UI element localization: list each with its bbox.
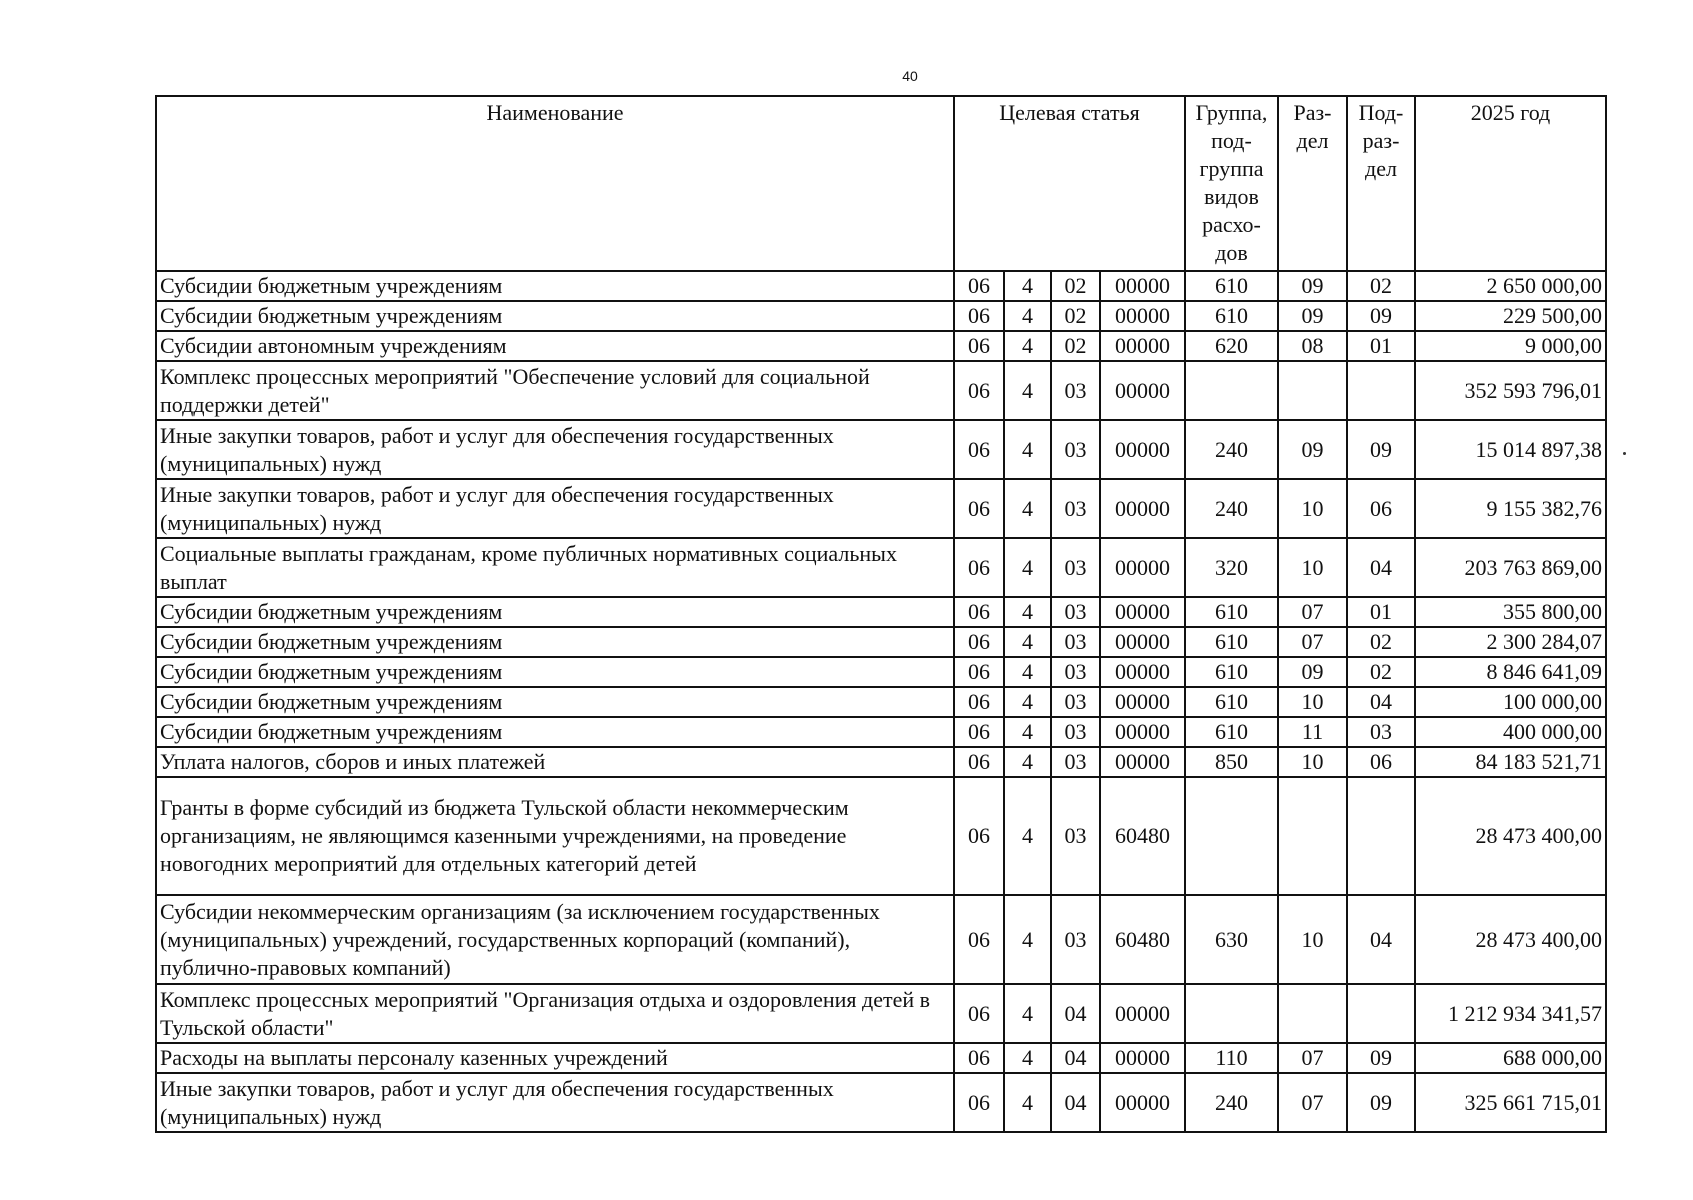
section-cell: 09	[1278, 420, 1347, 479]
target-code-type-cell: 4	[1004, 687, 1051, 717]
target-code-type-cell: 4	[1004, 627, 1051, 657]
target-code-complex-cell: 04	[1051, 984, 1100, 1043]
table-row	[156, 597, 1606, 627]
subsection-cell: 06	[1347, 747, 1415, 777]
table-row	[156, 538, 1606, 597]
target-code-program-cell: 06	[954, 479, 1004, 538]
target-code-program-cell: 06	[954, 331, 1004, 361]
target-code-program-cell: 06	[954, 747, 1004, 777]
table-row	[156, 331, 1606, 361]
target-code-complex-cell: 02	[1051, 331, 1100, 361]
target-code-direction-cell: 00000	[1100, 1043, 1185, 1073]
expense-group-cell	[1185, 361, 1278, 420]
expense-group-cell: 610	[1185, 657, 1278, 687]
section-cell: 07	[1278, 627, 1347, 657]
target-code-type-cell: 4	[1004, 984, 1051, 1043]
expense-group-cell: 240	[1185, 1073, 1278, 1132]
table-row	[156, 717, 1606, 747]
row-name-cell: Субсидии некоммерческим организациям (за исключением государственных (муниципальных) учреждений, государственных корпораций (компаний), публично-правовых компаний)	[156, 895, 954, 984]
target-code-type-cell: 4	[1004, 717, 1051, 747]
section-cell: 09	[1278, 657, 1347, 687]
row-name-cell: Субсидии бюджетным учреждениям	[156, 301, 954, 331]
target-code-complex-cell: 03	[1051, 420, 1100, 479]
header-name: Наименование	[156, 96, 954, 271]
target-code-complex-cell: 02	[1051, 271, 1100, 301]
row-name-cell: Расходы на выплаты персоналу казенных учреждений	[156, 1043, 954, 1073]
subsection-cell: 02	[1347, 657, 1415, 687]
amount-2025-cell: 1 212 934 341,57	[1415, 984, 1606, 1043]
stray-mark	[1623, 452, 1626, 455]
expense-group-cell: 610	[1185, 717, 1278, 747]
target-code-direction-cell: 00000	[1100, 747, 1185, 777]
target-code-program-cell: 06	[954, 895, 1004, 984]
table-body	[156, 271, 1606, 1132]
subsection-cell	[1347, 984, 1415, 1043]
subsection-cell: 09	[1347, 1073, 1415, 1132]
target-code-complex-cell: 03	[1051, 538, 1100, 597]
subsection-cell	[1347, 361, 1415, 420]
row-name-cell: Иные закупки товаров, работ и услуг для обеспечения государственных (муниципальных) нужд	[156, 1073, 954, 1132]
target-code-complex-cell: 04	[1051, 1073, 1100, 1132]
expense-group-cell: 620	[1185, 331, 1278, 361]
section-cell: 07	[1278, 1073, 1347, 1132]
target-code-complex-cell: 03	[1051, 717, 1100, 747]
header-expense-group: Группа, под- группа видов расхо- дов	[1185, 96, 1278, 271]
subsection-cell: 02	[1347, 627, 1415, 657]
table-row	[156, 627, 1606, 657]
amount-2025-cell: 400 000,00	[1415, 717, 1606, 747]
target-code-complex-cell: 03	[1051, 895, 1100, 984]
target-code-direction-cell: 00000	[1100, 361, 1185, 420]
target-code-program-cell: 06	[954, 984, 1004, 1043]
row-name-cell: Социальные выплаты гражданам, кроме публичных нормативных социальных выплат	[156, 538, 954, 597]
target-code-complex-cell: 02	[1051, 301, 1100, 331]
table-row	[156, 361, 1606, 420]
table-row	[156, 984, 1606, 1043]
target-code-direction-cell: 00000	[1100, 538, 1185, 597]
target-code-type-cell: 4	[1004, 361, 1051, 420]
target-code-program-cell: 06	[954, 301, 1004, 331]
target-code-direction-cell: 00000	[1100, 271, 1185, 301]
target-code-complex-cell: 03	[1051, 657, 1100, 687]
row-name-cell: Иные закупки товаров, работ и услуг для обеспечения государственных (муниципальных) нужд	[156, 420, 954, 479]
subsection-cell: 03	[1347, 717, 1415, 747]
row-name-cell: Субсидии бюджетным учреждениям	[156, 717, 954, 747]
row-name-cell: Гранты в форме субсидий из бюджета Тульской области некоммерческим организациям, не являющимся казенными учреждениями, на проведение новогодних мероприятий для отдельных категорий детей	[156, 777, 954, 895]
expense-group-cell: 610	[1185, 687, 1278, 717]
section-cell: 09	[1278, 301, 1347, 331]
amount-2025-cell: 9 155 382,76	[1415, 479, 1606, 538]
amount-2025-cell: 28 473 400,00	[1415, 777, 1606, 895]
table-row	[156, 687, 1606, 717]
target-code-direction-cell: 00000	[1100, 657, 1185, 687]
section-cell: 10	[1278, 538, 1347, 597]
target-code-direction-cell: 00000	[1100, 331, 1185, 361]
row-name-cell: Субсидии бюджетным учреждениям	[156, 627, 954, 657]
target-code-direction-cell: 00000	[1100, 420, 1185, 479]
subsection-cell: 09	[1347, 420, 1415, 479]
amount-2025-cell: 688 000,00	[1415, 1043, 1606, 1073]
target-code-direction-cell: 00000	[1100, 479, 1185, 538]
target-code-direction-cell: 00000	[1100, 597, 1185, 627]
expense-group-cell: 240	[1185, 479, 1278, 538]
target-code-complex-cell: 03	[1051, 777, 1100, 895]
target-code-type-cell: 4	[1004, 747, 1051, 777]
target-code-complex-cell: 03	[1051, 361, 1100, 420]
amount-2025-cell: 2 650 000,00	[1415, 271, 1606, 301]
amount-2025-cell: 9 000,00	[1415, 331, 1606, 361]
row-name-cell: Комплекс процессных мероприятий "Организация отдыха и оздоровления детей в Тульской области"	[156, 984, 954, 1043]
target-code-program-cell: 06	[954, 1073, 1004, 1132]
expense-group-cell: 110	[1185, 1043, 1278, 1073]
target-code-type-cell: 4	[1004, 777, 1051, 895]
target-code-complex-cell: 03	[1051, 747, 1100, 777]
subsection-cell: 01	[1347, 331, 1415, 361]
table-row	[156, 777, 1606, 895]
amount-2025-cell: 352 593 796,01	[1415, 361, 1606, 420]
subsection-cell: 04	[1347, 687, 1415, 717]
header-row	[156, 96, 1606, 271]
subsection-cell: 04	[1347, 895, 1415, 984]
table-row	[156, 657, 1606, 687]
row-name-cell: Субсидии автономным учреждениям	[156, 331, 954, 361]
target-code-program-cell: 06	[954, 1043, 1004, 1073]
section-cell: 11	[1278, 717, 1347, 747]
subsection-cell: 09	[1347, 1043, 1415, 1073]
target-code-direction-cell: 00000	[1100, 1073, 1185, 1132]
target-code-direction-cell: 00000	[1100, 687, 1185, 717]
table-row	[156, 1043, 1606, 1073]
target-code-type-cell: 4	[1004, 657, 1051, 687]
amount-2025-cell: 15 014 897,38	[1415, 420, 1606, 479]
target-code-complex-cell: 03	[1051, 687, 1100, 717]
target-code-type-cell: 4	[1004, 271, 1051, 301]
table-row	[156, 420, 1606, 479]
target-code-program-cell: 06	[954, 627, 1004, 657]
target-code-direction-cell: 60480	[1100, 895, 1185, 984]
row-name-cell: Комплекс процессных мероприятий "Обеспечение условий для социальной поддержки детей"	[156, 361, 954, 420]
target-code-type-cell: 4	[1004, 597, 1051, 627]
target-code-type-cell: 4	[1004, 479, 1051, 538]
expense-group-cell: 610	[1185, 597, 1278, 627]
target-code-type-cell: 4	[1004, 301, 1051, 331]
table-row	[156, 479, 1606, 538]
target-code-direction-cell: 00000	[1100, 301, 1185, 331]
table-row	[156, 271, 1606, 301]
amount-2025-cell: 84 183 521,71	[1415, 747, 1606, 777]
amount-2025-cell: 229 500,00	[1415, 301, 1606, 331]
row-name-cell: Субсидии бюджетным учреждениям	[156, 687, 954, 717]
expense-group-cell: 610	[1185, 627, 1278, 657]
table-row	[156, 747, 1606, 777]
target-code-type-cell: 4	[1004, 538, 1051, 597]
target-code-program-cell: 06	[954, 538, 1004, 597]
subsection-cell: 01	[1347, 597, 1415, 627]
target-code-direction-cell: 00000	[1100, 717, 1185, 747]
expense-group-cell: 610	[1185, 301, 1278, 331]
target-code-program-cell: 06	[954, 420, 1004, 479]
section-cell: 09	[1278, 271, 1347, 301]
amount-2025-cell: 203 763 869,00	[1415, 538, 1606, 597]
section-cell	[1278, 361, 1347, 420]
subsection-cell: 06	[1347, 479, 1415, 538]
target-code-type-cell: 4	[1004, 895, 1051, 984]
section-cell: 07	[1278, 1043, 1347, 1073]
target-code-program-cell: 06	[954, 597, 1004, 627]
header-subsection: Под- раз- дел	[1347, 96, 1415, 271]
target-code-type-cell: 4	[1004, 1073, 1051, 1132]
expense-group-cell	[1185, 777, 1278, 895]
subsection-cell: 09	[1347, 301, 1415, 331]
expense-group-cell: 240	[1185, 420, 1278, 479]
target-code-complex-cell: 04	[1051, 1043, 1100, 1073]
amount-2025-cell: 355 800,00	[1415, 597, 1606, 627]
subsection-cell: 04	[1347, 538, 1415, 597]
target-code-type-cell: 4	[1004, 420, 1051, 479]
subsection-cell	[1347, 777, 1415, 895]
expense-group-cell: 610	[1185, 271, 1278, 301]
target-code-direction-cell: 00000	[1100, 627, 1185, 657]
target-code-program-cell: 06	[954, 271, 1004, 301]
amount-2025-cell: 100 000,00	[1415, 687, 1606, 717]
budget-table	[155, 95, 1607, 1133]
subsection-cell: 02	[1347, 271, 1415, 301]
target-code-program-cell: 06	[954, 687, 1004, 717]
section-cell: 10	[1278, 747, 1347, 777]
target-code-complex-cell: 03	[1051, 479, 1100, 538]
table-row	[156, 895, 1606, 984]
table-row	[156, 1073, 1606, 1132]
row-name-cell: Субсидии бюджетным учреждениям	[156, 271, 954, 301]
target-code-type-cell: 4	[1004, 1043, 1051, 1073]
section-cell	[1278, 984, 1347, 1043]
section-cell: 08	[1278, 331, 1347, 361]
section-cell: 10	[1278, 479, 1347, 538]
section-cell: 10	[1278, 687, 1347, 717]
target-code-program-cell: 06	[954, 361, 1004, 420]
target-code-complex-cell: 03	[1051, 627, 1100, 657]
page-number: 40	[902, 68, 918, 84]
header-year: 2025 год	[1415, 96, 1606, 271]
header-section: Раз- дел	[1278, 96, 1347, 271]
section-cell: 07	[1278, 597, 1347, 627]
row-name-cell: Субсидии бюджетным учреждениям	[156, 657, 954, 687]
target-code-program-cell: 06	[954, 657, 1004, 687]
row-name-cell: Уплата налогов, сборов и иных платежей	[156, 747, 954, 777]
expense-group-cell: 850	[1185, 747, 1278, 777]
section-cell	[1278, 777, 1347, 895]
amount-2025-cell: 8 846 641,09	[1415, 657, 1606, 687]
header-target-article: Целевая статья	[954, 96, 1185, 271]
section-cell: 10	[1278, 895, 1347, 984]
target-code-direction-cell: 60480	[1100, 777, 1185, 895]
amount-2025-cell: 325 661 715,01	[1415, 1073, 1606, 1132]
expense-group-cell: 630	[1185, 895, 1278, 984]
table-row	[156, 301, 1606, 331]
amount-2025-cell: 2 300 284,07	[1415, 627, 1606, 657]
row-name-cell: Иные закупки товаров, работ и услуг для обеспечения государственных (муниципальных) нужд	[156, 479, 954, 538]
row-name-cell: Субсидии бюджетным учреждениям	[156, 597, 954, 627]
target-code-complex-cell: 03	[1051, 597, 1100, 627]
expense-group-cell: 320	[1185, 538, 1278, 597]
target-code-program-cell: 06	[954, 717, 1004, 747]
amount-2025-cell: 28 473 400,00	[1415, 895, 1606, 984]
target-code-program-cell: 06	[954, 777, 1004, 895]
target-code-type-cell: 4	[1004, 331, 1051, 361]
expense-group-cell	[1185, 984, 1278, 1043]
target-code-direction-cell: 00000	[1100, 984, 1185, 1043]
